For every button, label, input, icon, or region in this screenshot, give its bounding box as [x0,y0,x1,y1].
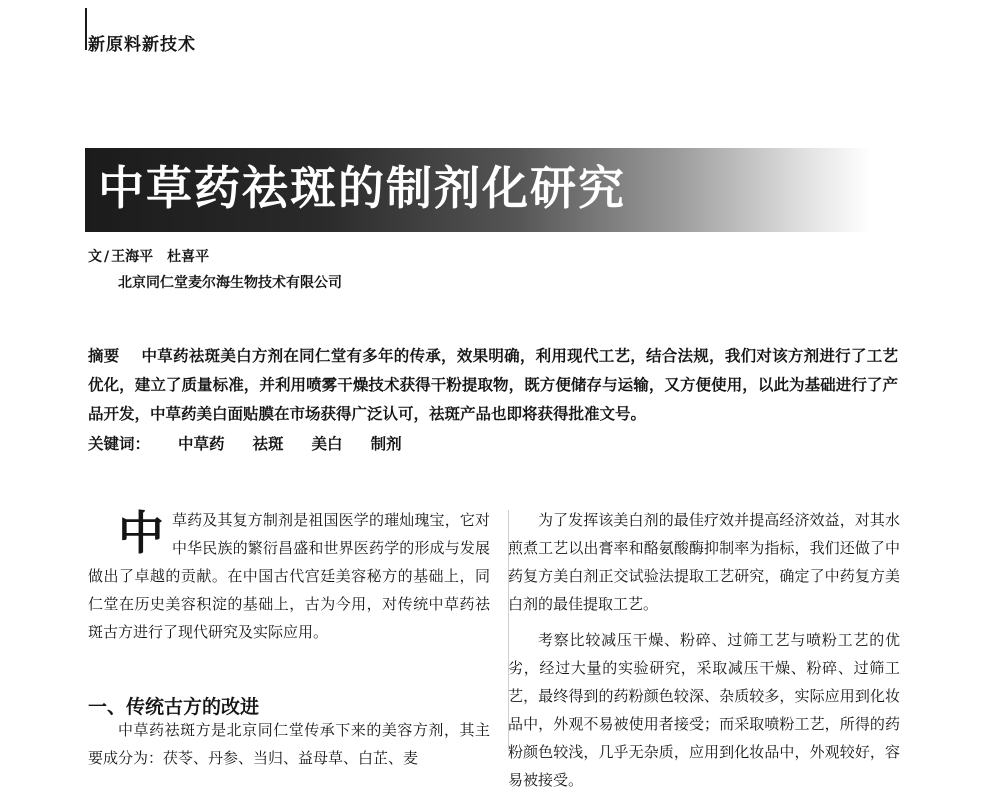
section-heading: 一、传统古方的改进 [88,696,260,718]
keyword-item: 中草药 [178,435,225,453]
abstract-label: 摘要 [88,347,120,365]
header-rule [85,8,87,50]
intro-text: 草药及其复方制剂是祖国医学的璀灿瑰宝，它对中华民族的繁衍昌盛和世界医药学的形成与发展做出了卓越的贡献。在中国古代宫廷美容秘方的基础上，同仁堂在历史美容积淀的基础上，古为今用，对传统中草药祛斑古方进行了现代研究及实际应用。 [88,511,490,641]
right-paragraph-1: 为了发挥该美白剂的最佳疗效并提高经济效益，对其水煎煮工艺以出膏率和酪氨酸酶抑制率为指标，我们还做了中药复方美白剂正交试验法提取工艺研究，确定了中药复方美白剂的最佳提取工艺。 [508,511,900,613]
keyword-item: 制剂 [370,435,402,453]
keywords-label: 关键词： [88,435,151,453]
affiliation: 北京同仁堂麦尔海生物技术有限公司 [118,275,342,291]
section-tag: 新原料新技术 [88,35,196,55]
section1-body [88,716,490,772]
dropcap: 中 [118,506,164,560]
article-title: 中草药祛斑的制剂化研究 [98,161,626,215]
keywords [88,432,402,454]
author-2: 杜喜平 [167,249,210,265]
intro-paragraph [88,506,490,646]
right-paragraph-2: 考察比较减压干燥、粉碎、过筛工艺与喷粉工艺的优劣，经过大量的实验研究，采取减压干燥、粉碎、过筛工艺，最终得到的药粉颜色较深、杂质较多，实际应用到化妆品中，外观不易被使用者接受；而采取喷粉工艺，所得的药粉颜色较浅，几乎无杂质，应用到化妆品中，外观较好，容易被接受。 [508,631,900,789]
byline-prefix: 文 [88,249,102,265]
author-1: 王海平 [111,249,154,265]
section1-paragraph: 中草药祛斑方是北京同仁堂传承下来的美容方剂，其主要成分为：茯苓、丹参、当归、益母草、白芷、麦 [88,721,490,767]
byline-separator: / [104,249,110,265]
left-column [88,506,490,646]
byline [88,246,209,266]
keyword-item: 祛斑 [252,435,284,453]
abstract-text: 中草药祛斑美白方剂在同仁堂有多年的传承，效果明确，利用现代工艺，结合法规，我们对该方剂进行了工艺优化，建立了质量标准，并利用喷雾干燥技术获得干粉提取物，既方便储存与运输，又方便使用，以此为基础进行了产品开发，中草药美白面贴膜在市场获得广泛认可，祛斑产品也即将获得批准文号。 [88,347,898,423]
abstract [88,342,898,429]
keyword-item: 美白 [311,435,343,453]
right-column [508,506,900,802]
